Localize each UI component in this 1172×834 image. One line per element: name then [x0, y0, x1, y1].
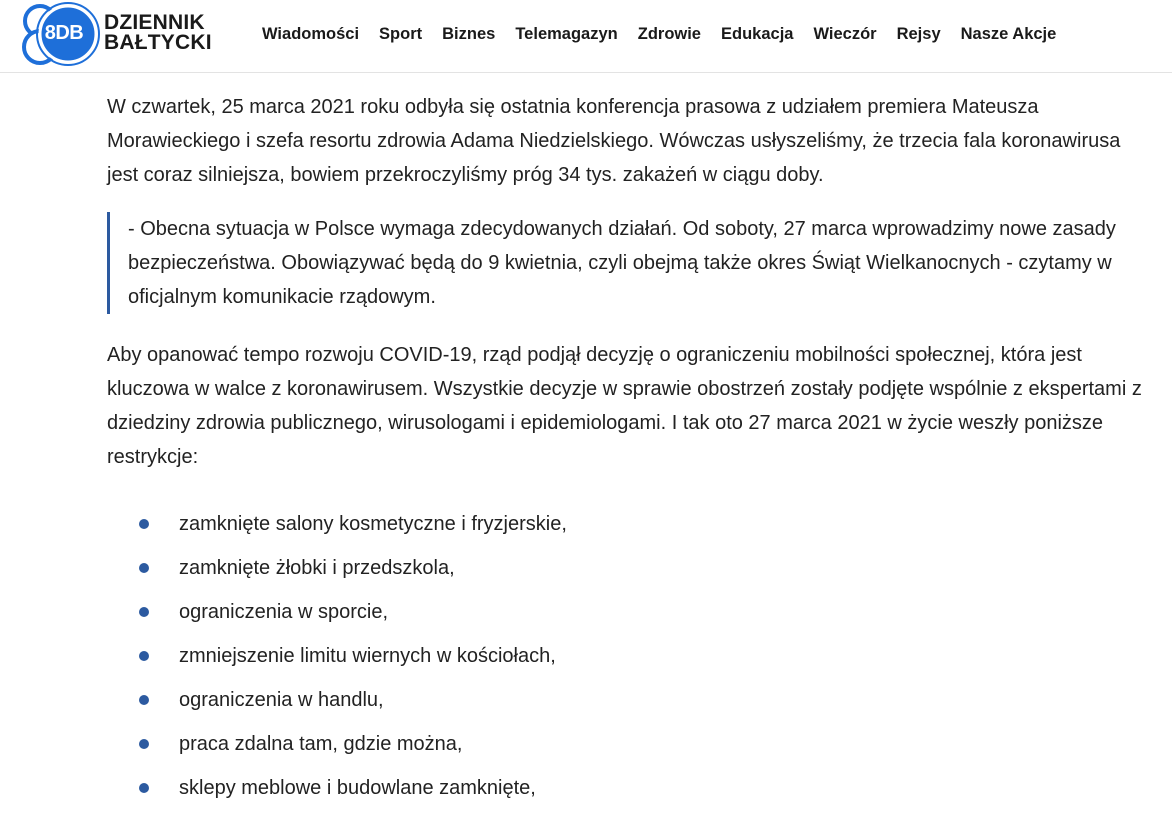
list-item-text: ograniczenia w handlu,	[179, 689, 384, 711]
nav-item-rejsy[interactable]: Rejsy	[896, 24, 941, 43]
bullet-icon	[139, 739, 149, 749]
list-item	[139, 724, 1147, 768]
list-item-text: zamknięte żłobki i przedszkola,	[179, 557, 455, 579]
nav-item-biznes[interactable]: Biznes	[442, 24, 496, 43]
list-item-text: sklepy meblowe i budowlane zamknięte,	[179, 777, 536, 799]
list-item-text: zamknięte salony kosmetyczne i fryzjerskie,	[179, 513, 567, 535]
article-paragraph: W czwartek, 25 marca 2021 roku odbyła się ostatnia konferencja prasowa z udziałem premiera Mateusza Morawieckiego i szefa resortu zdrowia Adama Niedzielskiego. Wówczas usłyszeliśmy, że trzecia fala koronawirusa jest coraz silniejsza, bowiem przekroczyliśmy próg 34 tys. zakażeń w ciągu doby.	[107, 96, 1121, 186]
list-item-text: ograniczenia w sporcie,	[179, 601, 388, 623]
bullet-icon	[139, 651, 149, 661]
bullet-icon	[139, 607, 149, 617]
site-header	[0, 0, 1172, 73]
list-item	[139, 592, 1147, 636]
logo-mark-text: 8DB	[44, 22, 84, 44]
list-item	[139, 504, 1147, 548]
bullet-icon	[139, 783, 149, 793]
article-quote	[107, 212, 1147, 314]
logo-line-1: DZIENNIK	[104, 11, 205, 34]
restrictions-list	[107, 504, 1147, 812]
list-item	[139, 768, 1147, 812]
nav-item-edukacja[interactable]: Edukacja	[721, 24, 794, 43]
list-item-text: praca zdalna tam, gdzie można,	[179, 733, 463, 755]
bullet-icon	[139, 695, 149, 705]
nav-item-wieczor[interactable]: Wieczór	[813, 24, 877, 43]
site-logo[interactable]	[16, 3, 216, 65]
list-item	[139, 548, 1147, 592]
article-body	[107, 90, 1147, 812]
nav-item-telemagazyn[interactable]: Telemagazyn	[515, 24, 618, 43]
logo-wordmark	[104, 13, 212, 53]
list-item-text: zmniejszenie limitu wiernych w kościołach,	[179, 645, 556, 667]
logo-line-2: BAŁTYCKI	[104, 31, 212, 54]
bullet-icon	[139, 519, 149, 529]
main-navigation	[252, 20, 1066, 48]
nav-item-wiadomosci[interactable]: Wiadomości	[262, 24, 360, 43]
bullet-icon	[139, 563, 149, 573]
nav-item-zdrowie[interactable]: Zdrowie	[637, 24, 701, 43]
article-paragraph: Aby opanować tempo rozwoju COVID-19, rząd podjął decyzję o ograniczeniu mobilności społecznej, która jest kluczowa w walce z koronawirusem. Wszystkie decyzje w sprawie obostrzeń zostały podjęte wspólnie z ekspertami z dziedziny zdrowia publicznego, wirusologami i epidemiologami. I tak oto 27 marca 2021 w życie weszły poniższe restrykcje:	[107, 344, 1142, 468]
nav-item-nasze-akcje[interactable]: Nasze Akcje	[960, 24, 1057, 43]
list-item	[139, 680, 1147, 724]
quote-text: - Obecna sytuacja w Polsce wymaga zdecydowanych działań. Od soboty, 27 marca wprowadzimy nowe zasady bezpieczeństwa. Obowiązywać będą do 9 kwietnia, czyli obejmą także okres Świąt Wielkanocnych - czytamy w oficjalnym komunikacie rządowym.	[128, 218, 1116, 308]
nav-item-sport[interactable]: Sport	[379, 24, 423, 43]
list-item	[139, 636, 1147, 680]
